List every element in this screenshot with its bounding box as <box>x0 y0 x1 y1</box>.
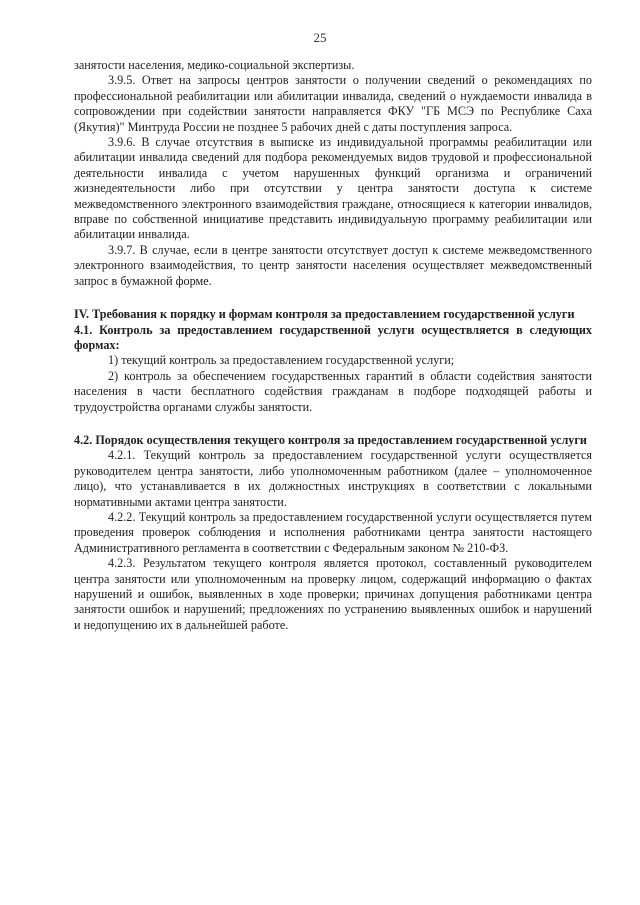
paragraph-continuation: занятости населения, медико-социальной экспертизы. <box>74 58 355 72</box>
document-body <box>74 58 592 633</box>
paragraph-4-2-3: 4.2.3. Результатом текущего контроля является протокол, составленный руководителем центра занятости или уполномоченным на проверку лицом, содержащий информацию о фактах нарушений и ошибок, выявленных в ходе проверки; причинах допущения работниками центра занятости ошибок и нарушений; предложениях по устранению выявленных ошибок и нарушений и недопущению их в дальнейшей работе. <box>74 556 592 632</box>
page-number: 25 <box>313 30 327 45</box>
list-item-2: 2) контроль за обеспечением государственных гарантий в области содействия занятости населения в части бесплатного содействия гражданам в подборе подходящей работы и трудоустройства органами службы занятости. <box>74 368 592 414</box>
subsection-heading-4-1: 4.1. Контроль за предоставлением государственной услуги осуществляется в следующих формах: <box>74 322 592 352</box>
subsection-heading-4-2: 4.2. Порядок осуществления текущего контроля за предоставлением государственной услуги <box>74 432 587 447</box>
paragraph-4-2-1: 4.2.1. Текущий контроль за предоставлением государственной услуги осуществляется руководителем центра занятости, либо уполномоченным работником (далее – уполномоченное лицо), что устанавливается в их должностных инструкциях в соответствии с локальными нормативными актами центра занятости. <box>74 448 592 509</box>
section-heading-iv: IV. Требования к порядку и формам контроля за предоставлением государственной услуги <box>74 307 575 322</box>
paragraph-3-9-5: 3.9.5. Ответ на запросы центров занятости о получении сведений о рекомендациях по профессиональной реабилитации или абилитации инвалида, сведений о нуждаемости инвалида в сопровождении при содействии занятости направляется ФКУ "ГБ МСЭ по Республике Саха (Якутия)" Минтруда России не позднее 5 рабочих дней с даты поступления запроса. <box>74 73 592 134</box>
spacer <box>74 415 592 433</box>
paragraph-4-2-2: 4.2.2. Текущий контроль за предоставлением государственной услуги осуществляется путем проведения проверок соблюдения и исполнения работниками центра занятости настоящего Административного регламента в соответствии с Федеральным законом № 210-ФЗ. <box>74 509 592 555</box>
spacer <box>74 289 592 307</box>
paragraph-3-9-6: 3.9.6. В случае отсутствия в выписке из индивидуальной программы реабилитации или абилитации инвалида сведений для подбора рекомендуемых видов трудовой и профессиональной деятельности инвалида с учетом нарушенных функций организма и ограничений жизнедеятельности либо при отсутствии у центра занятости доступа к системе межведомственного электронного взаимодействия граждане, относящиеся к категории инвалидов, вправе по собственной инициативе представить индивидуальную программу реабилитации или абилитации инвалида. <box>74 135 592 242</box>
list-item-1: 1) текущий контроль за предоставлением государственной услуги; <box>108 353 455 368</box>
paragraph-3-9-7: 3.9.7. В случае, если в центре занятости отсутствует доступ к системе межведомственного электронного взаимодействия, то центр занятости населения осуществляет межведомственный запрос в бумажной форме. <box>74 242 592 288</box>
